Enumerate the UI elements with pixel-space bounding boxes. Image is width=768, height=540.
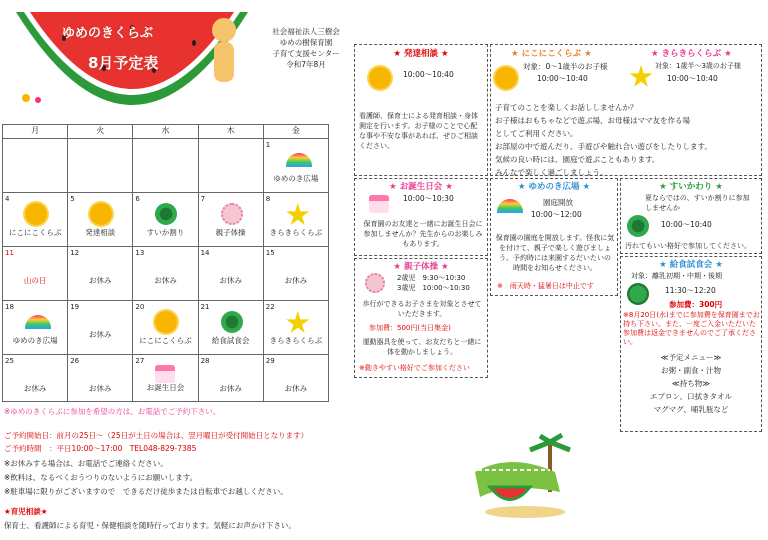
desc-line: 子育てのことを楽しくお話ししませんか？ <box>495 103 638 112</box>
calendar-day-cell <box>133 355 198 402</box>
watermelon-icon <box>627 215 649 237</box>
panel-title: ★ すいかわり ★ <box>659 182 723 192</box>
hiroba-line1: 園庭開放 <box>543 198 573 207</box>
day-number: 22 <box>265 303 275 311</box>
calendar-day-cell <box>263 301 328 355</box>
calendar-day-cell <box>198 301 263 355</box>
calendar-day-cell <box>198 139 263 193</box>
sun-icon <box>155 311 177 333</box>
menu-line: お粥・副食・汁物 <box>661 366 721 375</box>
day-event: 給食試食会 <box>211 336 250 345</box>
day-number: 15 <box>265 249 275 257</box>
rain-icon <box>25 315 51 329</box>
header-title: ゆめのきくらぶ <box>62 26 154 41</box>
day-number: 19 <box>70 303 80 311</box>
panel-title: ★ 給食試食会 ★ <box>659 260 723 270</box>
reservation-start-note: ご予約開始日：前月の25日～（25日が土日の場合は、翌月曜日が受付開始日となります） <box>4 431 309 440</box>
panel-body-2: 運動器具を使って、お友だちと一緒に体を動かしましょう。 <box>362 338 482 356</box>
panel-suikawari <box>620 178 762 254</box>
panel-time: 10:00～10:40 <box>661 220 712 229</box>
desc-line: としてご利用ください。 <box>495 129 578 138</box>
day-number: 26 <box>70 357 80 365</box>
calendar-day-cell <box>3 355 68 402</box>
calendar-day-cell <box>68 355 133 402</box>
watermelon-icon <box>155 203 177 225</box>
day-event: 発達相談 <box>85 228 116 237</box>
reservation-time-note: ご予約時間 ：平日10:00～17:00 TEL048-829-7385 <box>4 444 197 453</box>
day-number: 8 <box>265 195 271 203</box>
org-line: ゆめの樹保育園 <box>279 38 333 47</box>
kira-time: 10:00～10:40 <box>667 74 718 83</box>
day-number: 25 <box>5 357 14 365</box>
calendar-day-cell <box>3 247 68 301</box>
star-icon <box>629 65 653 89</box>
reservation-note: ※ゆめのきくらぶに参加を希望の方は、お電話でご予約下さい。 <box>4 407 221 416</box>
calendar-day-cell <box>133 193 198 247</box>
sun-icon <box>25 203 47 225</box>
taiso-age2: 2歳児 9:30～10:30 <box>397 274 466 282</box>
lunch-payment-note: ※8月20日(水)までに参加費を保育園までお持ち下さい。また、一度ご入金いただいた参加費は返金できませんのでご了承ください。 <box>623 311 760 346</box>
sun-icon <box>369 67 391 89</box>
panel-time: 10:00～10:30 <box>403 194 454 203</box>
header-subtitle: 8月予定表 <box>88 54 159 72</box>
lunch-target: 対象：離乳初期・中期・後期 <box>631 272 722 280</box>
day-event: ゆめのき広場 <box>12 336 58 345</box>
taiso-age3: 3歳児 10:00～10:30 <box>397 284 470 292</box>
watermelon-icon <box>221 311 243 333</box>
desc-line: お部屋の中で遊んだり、手遊びや触れ合い遊びをしたりします。 <box>495 142 712 151</box>
panel-birthday <box>354 178 488 256</box>
day-number: 28 <box>200 357 210 365</box>
star-icon <box>286 311 310 335</box>
org-line: 社会福祉法人三樹会 <box>272 27 340 36</box>
day-number: 7 <box>200 195 206 203</box>
day-number: 5 <box>70 195 75 203</box>
calendar-day-cell <box>68 193 133 247</box>
panel-parent-child-exercise <box>354 258 488 378</box>
day-number: 6 <box>135 195 140 203</box>
day-event: お休み <box>219 384 242 393</box>
panel-body: 夏ならではの、すいか割りに参加しませんか <box>645 194 750 212</box>
rain-cancel-note: ※ 雨天時・猛暑日は中止です <box>497 282 594 290</box>
day-event: お休み <box>89 384 112 393</box>
organization-block <box>258 26 354 70</box>
menu-line: エプロン、口拭きタオル <box>650 392 732 401</box>
panel-body: 保育園のお友達と一緒にお誕生日会に参加しませんか？先生からのお楽しみもあります。 <box>363 220 483 248</box>
day-number: 27 <box>135 357 145 365</box>
day-event: にこにこくらぶ <box>139 336 192 345</box>
kira-title: ★ きらきらくらぶ ★ <box>651 49 732 59</box>
menu-line: ≪予定メニュー≫ <box>660 353 722 362</box>
rain-icon <box>286 153 312 167</box>
panel-play-clubs <box>490 44 762 176</box>
panel-note: 汚れてもいい格好で参加してください。 <box>625 242 751 250</box>
panel-body: 保育園の園庭を開放します。怪我に気を付けて、親子で楽しく遊びましょう。予約時には来園するだいたいの 時間をお知らせください。 <box>495 234 615 272</box>
rainbow-icon <box>497 199 523 213</box>
day-event: ゆめのき広場 <box>273 174 319 183</box>
calendar-day-cell <box>3 193 68 247</box>
panel-title: ★ お誕生日会 ★ <box>389 182 453 192</box>
day-event: お休み <box>23 384 47 393</box>
day-event: お休み <box>89 276 112 285</box>
panel-time: 10:00～10:40 <box>403 70 454 79</box>
crocodile-watermelon-illustration <box>470 432 580 522</box>
calendar-day-cell <box>68 139 133 193</box>
day-number: 18 <box>5 303 14 311</box>
day-number: 14 <box>200 249 210 257</box>
calendar-day-cell <box>133 247 198 301</box>
clubs-description <box>495 101 757 179</box>
panel-title: ★ 発達相談 ★ <box>393 49 449 59</box>
day-event: お誕生日会 <box>146 383 185 392</box>
consultation-note: 保育士、看護師による育児・保健相談を随時行っております。気軽にお声かけ下さい。 <box>4 521 296 530</box>
day-number: 12 <box>70 249 80 257</box>
cake-icon <box>369 195 389 213</box>
day-event: 山の日 <box>23 276 47 285</box>
calendar-day-cell <box>263 193 328 247</box>
day-event: すいか割り <box>146 228 185 237</box>
calendar-day-cell <box>3 301 68 355</box>
desc-line: 気候の良い時には、園庭で遊ぶこともあります。 <box>495 155 660 164</box>
bread-icon <box>365 273 385 293</box>
day-event: 親子体操 <box>215 228 246 237</box>
drink-note: ※飲料は、なるべくおうつりのないようにお願いします。 <box>4 473 198 482</box>
kira-target: 対象：1歳半～3歳のお子様 <box>655 62 741 70</box>
niko-target: 対象：0～1歳半のお子様 <box>523 62 608 71</box>
day-number: 20 <box>135 303 145 311</box>
calendar-day-cell <box>68 301 133 355</box>
absence-note: ※お休みする場合は、お電話でご連絡ください。 <box>4 459 168 468</box>
calendar-day-cell <box>133 301 198 355</box>
taiso-fee: 参加費：500円(当日集金) <box>369 324 451 332</box>
calendar-day-cell <box>198 247 263 301</box>
menu-line: マグマグ、哺乳瓶など <box>653 405 729 414</box>
calendar-day-cell <box>263 139 328 193</box>
weekday-header: 木 <box>198 125 263 139</box>
lunch-fee: 参加費：300円 <box>669 300 723 309</box>
day-event: お休み <box>89 330 112 339</box>
weekday-header: 月 <box>3 125 68 139</box>
cake-icon <box>155 365 175 383</box>
day-number: 29 <box>265 357 275 365</box>
weekday-header: 水 <box>133 125 198 139</box>
desc-line: お子様はおもちゃなどで遊ぶ場、お母様はママ友を作る場 <box>495 116 690 125</box>
taiso-clothing-note: ※動きやすい格好でご参加ください <box>359 364 470 372</box>
day-number: 1 <box>265 141 271 149</box>
parking-note: ※駐車場に限りがございますので できるだけ徒歩または自転車でお越しください。 <box>4 487 288 496</box>
panel-yumenoki-hiroba <box>490 178 618 296</box>
day-event: お休み <box>219 276 242 285</box>
day-event: お休み <box>284 384 308 393</box>
desc-line: みんなで楽しく過ごしましょう。 <box>495 168 608 177</box>
day-number: 11 <box>5 249 14 257</box>
day-event: にこにこくらぶ <box>8 228 62 237</box>
menu-line: ≪持ち物≫ <box>671 379 711 388</box>
panel-title: ★ 親子体操 ★ <box>393 262 449 272</box>
niko-time: 10:00～10:40 <box>537 74 588 83</box>
panel-development-consult <box>354 44 488 176</box>
lunch-menu <box>621 351 761 416</box>
monthly-calendar <box>2 124 329 402</box>
calendar-day-cell <box>263 247 328 301</box>
day-number: 13 <box>135 249 145 257</box>
calendar-day-cell <box>68 247 133 301</box>
org-line: 子育て支援センター <box>272 49 340 58</box>
day-number: 4 <box>5 195 10 203</box>
weekday-header: 火 <box>68 125 133 139</box>
melon-icon <box>627 283 649 305</box>
star-icon <box>286 203 310 227</box>
calendar-day-cell <box>198 355 263 402</box>
day-event: お休み <box>154 276 177 285</box>
day-event: きらきらくらぶ <box>269 336 323 345</box>
day-event: きらきらくらぶ <box>269 228 323 237</box>
panel-body: 歩行ができるお子さまを対象とさせていただきます。 <box>362 300 482 318</box>
calendar-day-cell <box>198 193 263 247</box>
consultation-heading: ★育児相談★ <box>4 507 48 516</box>
lunch-time: 11:30～12:20 <box>665 286 716 295</box>
calendar-day-cell <box>3 139 68 193</box>
sun-icon <box>90 203 112 225</box>
hiroba-time: 10:00～12:00 <box>531 210 582 219</box>
panel-body: 看護師、保育士による発育相談・身体測定を行います。お子様のことで心配な事や不安な事があれば、ぜひご相談ください。 <box>359 112 478 150</box>
panel-title: ★ ゆめのき広場 ★ <box>517 182 591 192</box>
org-line: 令和7年8月 <box>286 60 326 69</box>
niko-title: ★ にこにこくらぶ ★ <box>511 49 592 59</box>
day-number: 21 <box>200 303 210 311</box>
sun-icon <box>495 67 517 89</box>
day-event: お休み <box>284 276 308 285</box>
calendar-day-cell <box>133 139 198 193</box>
weekday-header: 金 <box>263 125 328 139</box>
bread-icon <box>221 203 243 225</box>
calendar-day-cell <box>263 355 328 402</box>
panel-lunch-tasting <box>620 256 762 432</box>
